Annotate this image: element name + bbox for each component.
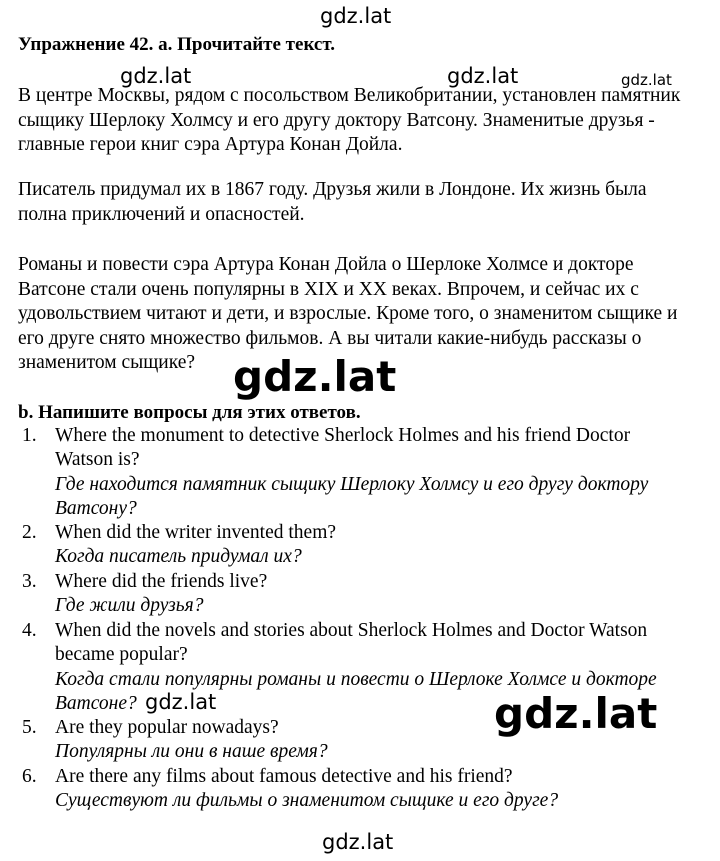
question-line: Are there any films about famous detective and his friend? <box>55 766 513 787</box>
item-number: 4. <box>22 620 37 641</box>
question-line: became popular? <box>55 644 188 665</box>
translation-line: Где находится памятник сыщику Шерлоку Холмсу и его другу доктору <box>55 474 649 495</box>
watermark-bottom: gdz.lat <box>322 830 394 854</box>
paragraph-line: удовольствием читают и дети, и взрослые. Кроме того, о знаменитом сыщике и <box>18 303 678 324</box>
watermark-large-center: gdz.lat <box>233 352 397 401</box>
translation-line: Когда писатель придумал их? <box>55 546 302 567</box>
watermark-top: gdz.lat <box>320 4 392 28</box>
translation-line: Популярны ли они в наше время? <box>55 741 328 762</box>
question-line: When did the writer invented them? <box>55 522 337 543</box>
paragraph-line: его друге снято множество фильмов. А вы читали какие-нибудь рассказы о <box>18 327 642 349</box>
question-line: Watson is? <box>55 449 140 470</box>
question-line: When did the novels and stories about Sherlock Holmes and Doctor Watson <box>55 620 648 641</box>
paragraph-line: знаменитом сыщике? <box>18 352 196 373</box>
translation-line: Ватсоне? <box>55 693 137 714</box>
translation-line: Существуют ли фильмы о знаменитом сыщике и его друге? <box>55 790 559 811</box>
item-number: 3. <box>22 571 37 592</box>
paragraph-2 <box>18 178 713 227</box>
exercise-title: Упражнение 42. а. Прочитайте текст. <box>18 34 336 55</box>
watermark-left: gdz.lat <box>120 64 192 88</box>
question-line: Are they popular nowadays? <box>55 717 279 738</box>
paragraph-1 <box>18 84 713 158</box>
question-line: Where the monument to detective Sherlock Holmes and his friend Doctor <box>55 425 631 446</box>
part-b-title: b. Напишите вопросы для этих ответов. <box>18 402 361 423</box>
watermark-small-mid: gdz.lat <box>145 690 217 714</box>
question-line: Where did the friends live? <box>55 571 268 592</box>
watermark-large-right: gdz.lat <box>494 689 658 738</box>
watermark-right-small: gdz.lat <box>621 71 672 89</box>
paragraph-line: В центре Москвы, рядом с посольством Великобритании, установлен памятник <box>18 85 681 106</box>
paragraph-line: главные герои книг сэра Артура Конан Дойла. <box>18 134 403 155</box>
paragraph-line: полна приключений и опасностей. <box>18 203 305 225</box>
translation-line: Ватсону? <box>55 498 137 519</box>
item-number: 6. <box>22 766 37 787</box>
translation-line: Когда стали популярны романы и повести о Шерлоке Холмсе и докторе <box>55 669 657 690</box>
watermark-center: gdz.lat <box>447 64 519 88</box>
item-number: 1. <box>22 425 37 446</box>
paragraph-line: Писатель придумал их в 1867 году. Друзья жили в Лондоне. Их жизнь была <box>18 179 647 200</box>
item-number: 2. <box>22 522 37 543</box>
paragraph-3 <box>18 253 713 376</box>
paragraph-line: Романы и повести сэра Артура Конан Дойла о Шерлоке Холмсе и докторе <box>18 254 634 275</box>
paragraph-line: сыщику Шерлоку Холмсу и его другу доктору Ватсону. Знаменитые друзья - <box>18 109 655 131</box>
translation-line: Где жили друзья? <box>55 595 204 616</box>
item-number: 5. <box>22 717 37 738</box>
paragraph-line: Ватсоне стали очень популярны в XIX и XX веках. Впрочем, и сейчас их с <box>18 278 639 300</box>
